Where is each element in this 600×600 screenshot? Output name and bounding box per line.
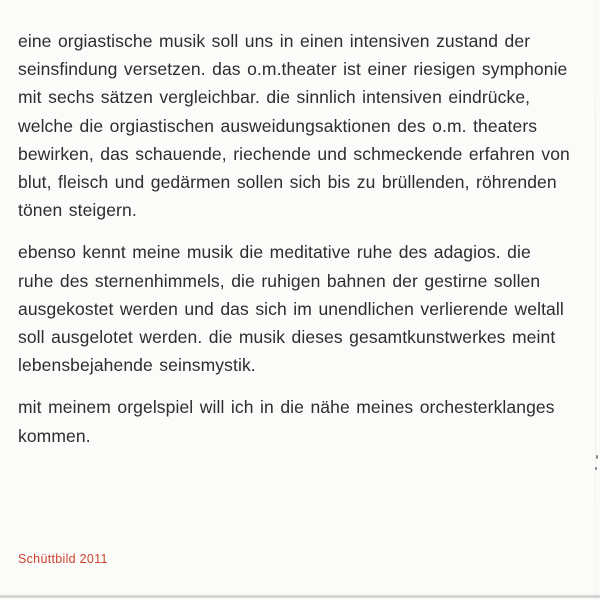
- text-line: soll ausgelotet werden. die musik dieses gesamtkunstwerkes meint: [18, 327, 556, 348]
- text-line: bewirken, das schauende, riechende und schmeckende erfahren von: [18, 143, 570, 164]
- scan-speck: [595, 467, 597, 470]
- text-line: ausgekostet werden und das sich im unendlichen verlierende weltall: [18, 298, 564, 319]
- text-line: ebenso kennt meine musik die meditative ruhe des adagios. die: [18, 242, 531, 263]
- paragraph-2: [18, 238, 570, 379]
- text-line: mit meinem orgelspiel will ich in die nähe meines orchesterklanges: [18, 397, 555, 418]
- artwork-caption: Schüttbild 2011: [18, 552, 108, 566]
- scan-artifact-right-edge: [595, 0, 596, 600]
- text-line: tönen steigern.: [18, 200, 137, 221]
- paragraph-1: [18, 27, 570, 224]
- paragraph-3: [18, 393, 570, 449]
- text-line: welche die orgiastischen ausweidungsaktionen des o.m. theaters: [18, 115, 538, 136]
- text-line: blut, fleisch und gedärmen sollen sich bis zu brüllenden, röhrenden: [18, 172, 557, 193]
- page-bottom-edge-shadow: [0, 594, 600, 598]
- text-line: ruhe des sternenhimmels, die ruhigen bahnen der gestirne sollen: [18, 270, 541, 291]
- text-line: eine orgiastische musik soll uns in einen intensiven zustand der: [18, 31, 531, 51]
- text-line: seinsfindung versetzen. das o.m.theater ist einer riesigen symphonie: [18, 59, 568, 80]
- text-line: mit sechs sätzen vergleichbar. die sinnlich intensiven eindrücke,: [18, 87, 531, 108]
- scan-speck: [596, 455, 598, 459]
- liner-notes-text: [18, 27, 570, 464]
- text-line: lebensbejahende seinsmystik.: [18, 355, 256, 376]
- text-line: kommen.: [18, 425, 91, 446]
